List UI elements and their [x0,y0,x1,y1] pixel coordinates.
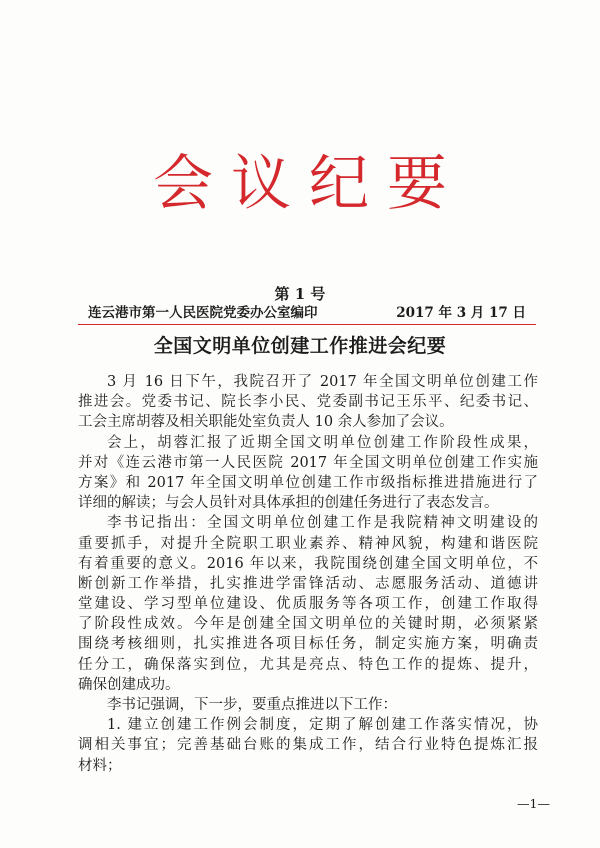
issue-date: 2017 年 3 月 17 日 [396,305,526,321]
body-line: 重要抓手，对提升全院职工职业素养、精神风貌，构建和谐医院 [78,535,538,552]
document-body [78,372,538,776]
body-line: 断创新工作举措，扎实推进学雷锋活动、志愿服务活动、道德讲 [78,575,538,592]
body-line: 有着重要的意义。2016 年以来，我院围绕创建全国文明单位，不 [78,555,538,572]
body-line: 调相关事宜；完善基础台账的集成工作，结合行业特色提炼汇报 [78,737,538,754]
body-line: 了阶段性成效。今年是创建全国文明单位的关键时期，必须紧紧 [78,616,538,633]
body-line: 任分工，确保落实到位，尤其是亮点、特色工作的提炼、提升， [78,656,538,673]
issuer-name: 连云港市第一人民医院党委办公室编印 [88,305,318,321]
document-title: 全国文明单位创建工作推进会纪要 [153,335,447,357]
issue-number: 第 1 号 [274,285,326,303]
masthead-title: 会议纪要 [153,149,465,219]
body-line: 推进会。党委书记、院长李小民、党委副书记王乐平、纪委书记、 [78,394,538,411]
body-line: 堂建设、学习型单位建设、优质服务等各项工作，创建工作取得 [78,596,538,613]
body-line: 李书记指出：全国文明单位创建工作是我院精神文明建设的 [107,515,538,532]
body-line: 3 月 16 日下午，我院召开了 2017 年全国文明单位创建工作 [107,374,538,390]
body-line: 李书记强调，下一步，要重点推进以下工作： [107,697,397,713]
issuer-row [88,304,526,322]
body-line: 工会主席胡蓉及相关职能处室负责人 10 余人参加了会议。 [78,414,454,431]
body-line: 会上，胡蓉汇报了近期全国文明单位创建工作阶段性成果， [107,434,538,451]
body-line: 1. 建立创建工作例会制度，定期了解创建工作落实情况，协 [107,717,538,734]
body-line: 并对《连云港市第一人民医院 2017 年全国文明单位创建工作实施 [78,454,538,471]
body-line: 详细的解读；与会人员针对具体承担的创建任务进行了表态发言。 [78,495,499,512]
body-line: 确保创建成功。 [78,676,180,693]
red-divider-line [78,324,536,325]
body-line: 方案》和 2017 年全国文明单位创建工作市级指标推进措施进行了 [78,474,538,491]
body-line: 围绕考核细则，扎实推进各项目标任务，制定实施方案，明确责 [78,636,538,653]
page-number: —1— [517,796,550,811]
body-line: 材料； [78,757,122,774]
